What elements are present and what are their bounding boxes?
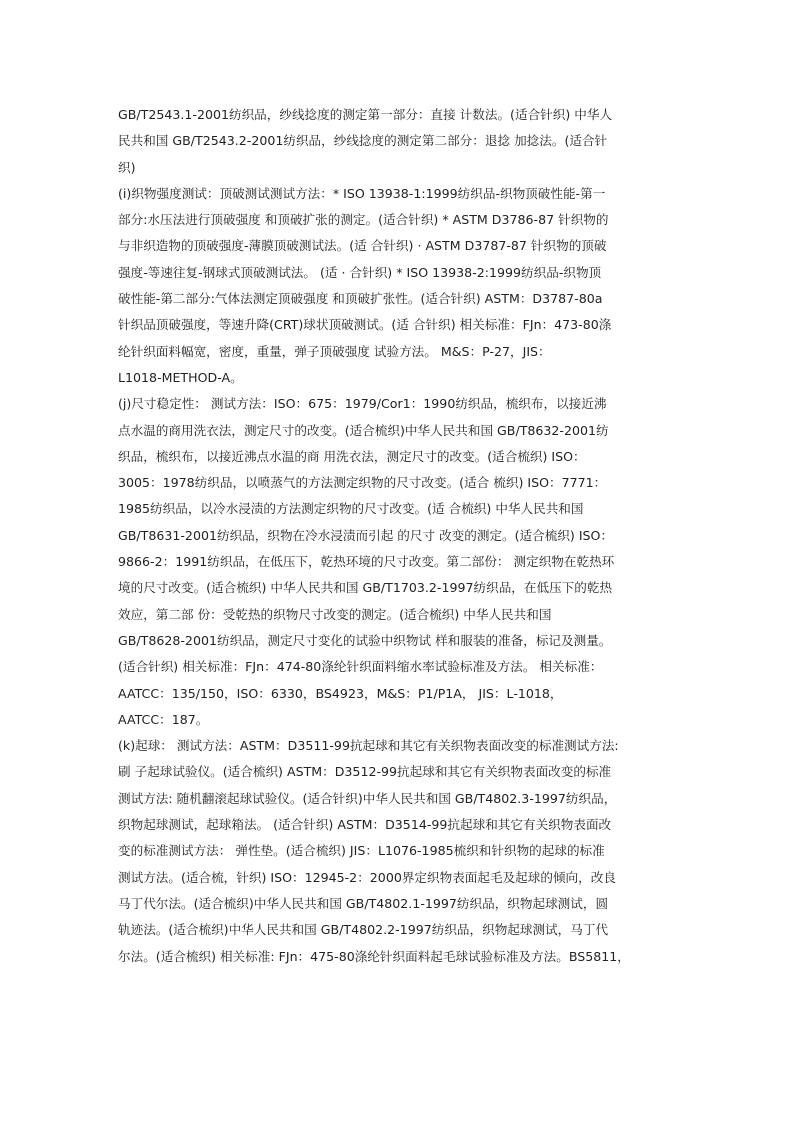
text-line: (适合针织) 相关标准：FJn：474-80涤纶针织面料缩水率试验标准及方法。 相关标准：	[118, 659, 603, 675]
text-line: 破性能-第二部分:气体法测定顶破强度 和顶破扩张性。(适合针织) ASTM：D3787-80a	[118, 291, 603, 307]
text-line: (k)起球： 测试方法：ASTM：D3511-99抗起球和其它有关织物表面改变的标准测试方法:	[118, 738, 619, 754]
text-line: 部分:水压法进行顶破强度 和顶破扩张的测定。(适合针织) * ASTM D3786-87 针织物的	[118, 212, 609, 228]
text-line: 轨迹法。(适合梳织)中华人民共和国 GB/T4802.2-1997纺织品，织物起球测试，马丁代	[118, 922, 609, 938]
text-line: (j)尺寸稳定性： 测试方法：ISO：675：1979/Cor1：1990纺织品，梳织布，以接近沸	[118, 396, 607, 412]
text-line: GB/T8631-2001纺织品，织物在冷水浸渍而引起 的尺寸 改变的测定。(适合梳织) ISO：	[118, 527, 614, 543]
text-line: 民共和国 GB/T2543.2-2001纺织品，纱线捻度的测定第二部分：退捻 加捻法。(适合针	[118, 133, 608, 149]
text-line: GB/T8628-2001纺织品，测定尺寸变化的试验中织物试 样和服装的准备，标记及测量。	[118, 632, 612, 648]
text-line: 3005：1978纺织品，以喷蒸气的方法测定织物的尺寸改变。(适合 梳织) ISO：7771：	[118, 475, 607, 491]
text-line: 针织品顶破强度，等速升降(CRT)球状顶破测试。(适 合针织) 相关标准：FJn：473-80涤	[118, 317, 612, 333]
text-line: L1018-METHOD-A。	[118, 369, 243, 385]
text-line: 织物起球测试，起球箱法。 (适合针织) ASTM：D3514-99抗起球和其它有关织物表面改	[118, 817, 612, 833]
document-body	[118, 102, 686, 970]
text-line: 效应，第二部 份：受乾热的织物尺寸改变的测定。(适合梳织) 中华人民共和国	[118, 606, 552, 622]
text-line: 1985纺织品，以冷水浸渍的方法测定织物的尺寸改变。(适 合梳织) 中华人民共和国	[118, 501, 584, 517]
text-line: 纶针织面料幅宽，密度，重量，弹子顶破强度 试验方法。 M&S：P-27，JIS：	[118, 343, 551, 359]
text-line: 境的尺寸改变。(适合梳织) 中华人民共和国 GB/T1703.2-1997纺织品，在低压下的乾热	[118, 580, 613, 596]
text-line: 与非织造物的顶破强度-薄膜顶破测试法。(适 合针织) · ASTM D3787-87 针织物的顶破	[118, 238, 607, 254]
text-line: 点水温的商用洗衣法，测定尺寸的改变。(适合梳织)中华人民共和国 GB/T8632-2001纺	[118, 422, 609, 438]
text-line: GB/T2543.1-2001纺织品，纱线捻度的测定第一部分：直接 计数法。(适合针织) 中华人	[118, 107, 613, 122]
text-line: 刷 子起球试验仪。(适合梳织) ASTM：D3512-99抗起球和其它有关织物表面改变的标准	[118, 764, 612, 780]
text-line: 尔法。(适合梳织) 相关标准: FJn：475-80涤纶针织面料起毛球试验标准及方法。BS5811，	[118, 948, 630, 964]
text-line: 织)	[118, 159, 136, 175]
text-line: 测试方法: 随机翻滚起球试验仪。(适合针织)中华人民共和国 GB/T4802.3-1997纺织品，	[118, 790, 617, 806]
text-line: AATCC：187。	[118, 711, 209, 727]
text-line: 强度-等速往复-钢球式顶破测试法。 (适 · 合针织) * ISO 13938-2:1999纺织品-织物顶	[118, 264, 602, 280]
text-line: 织品，梳织布，以接近沸点水温的商 用洗衣法，测定尺寸的改变。(适合梳织) ISO：	[118, 448, 586, 464]
text-line: 变的标准测试方法： 弹性垫。(适合梳织) JIS：L1076-1985梳织和针织物的起球的标准	[118, 843, 605, 859]
text-line: 马丁代尔法。(适合梳织)中华人民共和国 GB/T4802.1-1997纺织品，织物起球测试，圆	[118, 895, 609, 911]
text-line: (i)织物强度测试：顶破测试测试方法：* ISO 13938-1:1999纺织品-织物顶破性能-第一	[118, 185, 606, 201]
text-line: AATCC：135/150，ISO：6330，BS4923，M&S：P1/P1A， JIS：L-1018，	[118, 685, 563, 701]
text-line: 测试方法。(适合梳，针织) ISO：12945-2：2000界定织物表面起毛及起球的倾向，改良	[118, 869, 616, 885]
text-line: 9866-2：1991纺织品，在低压下，乾热环境的尺寸改变。第二部份： 测定织物在乾热环	[118, 554, 615, 570]
